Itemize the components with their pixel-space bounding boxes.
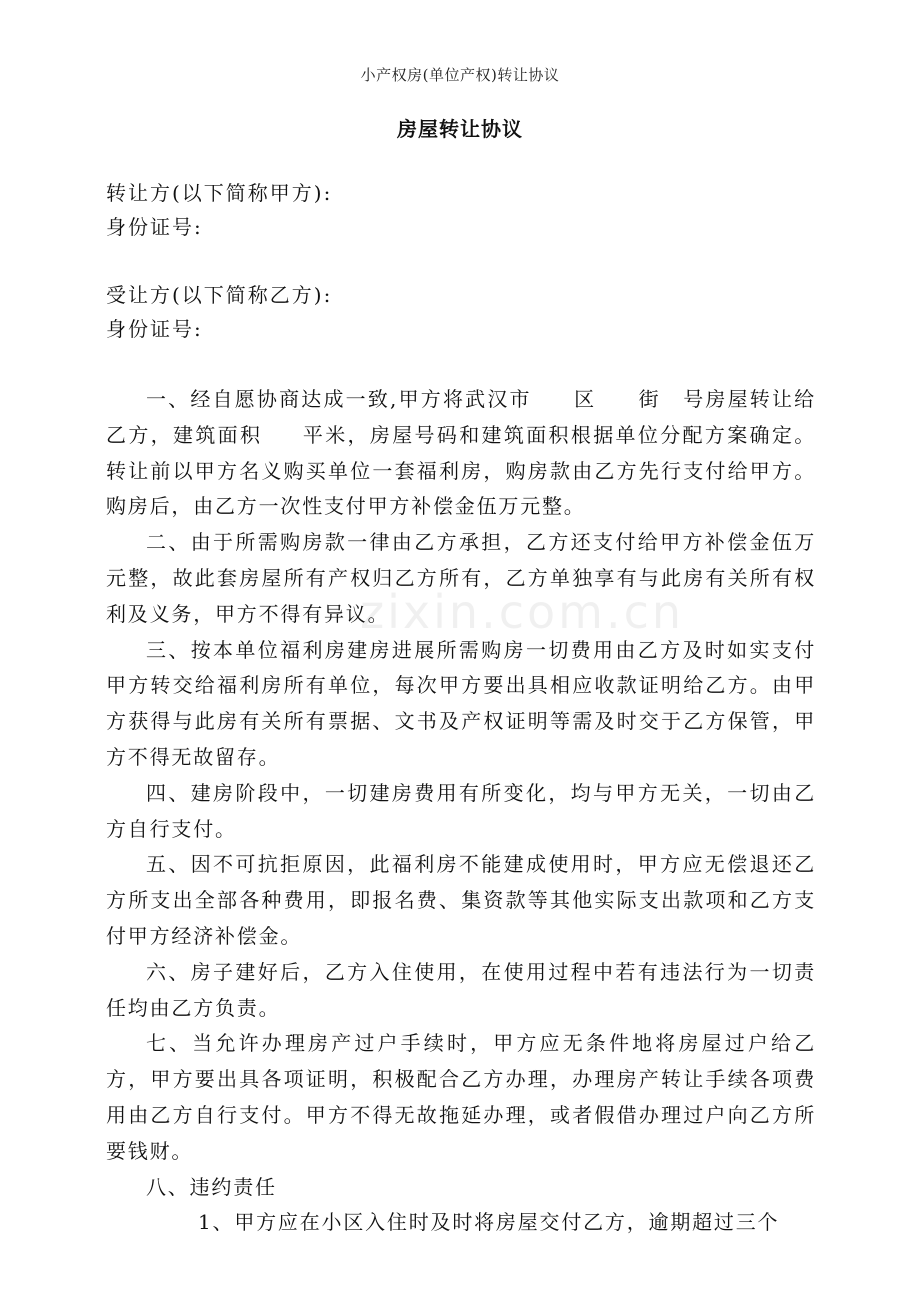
party-b-label: 受让方(以下简称乙方): <box>106 283 333 307</box>
clause-2: 二、由于所需购房款一律由乙方承担，乙方还支付给甲方补偿金伍万元整，故此套房屋所有产权归乙方所有，乙方单独享有与此房有关所有权利及义务，甲方不得有异议。 <box>106 530 816 626</box>
clause-4: 四、建房阶段中，一切建房费用有所变化，均与甲方无关，一切由乙方自行支付。 <box>106 780 816 841</box>
party-a-id-label: 身份证号: <box>106 215 203 239</box>
watermark: zixin.com.cn <box>360 585 685 639</box>
agreement-body <box>106 382 816 1241</box>
clause-3: 三、按本单位福利房建房进展所需购房一切费用由乙方及时如实支付甲方转交给福利房所有单位，每次甲方要出具相应收款证明给乙方。由甲方获得与此房有关所有票据、文书及产权证明等需及时交于乙方保管，甲方不得无故留存。 <box>106 637 816 769</box>
document-title: 房屋转让协议 <box>397 117 523 141</box>
page-header: 小产权房(单位产权)转让协议 <box>360 66 560 84</box>
clause-6: 六、房子建好后，乙方入住使用，在使用过程中若有违法行为一切责任均由乙方负责。 <box>106 959 816 1020</box>
clause-8-item-1: 1、甲方应在小区入住时及时将房屋交付乙方，逾期超过三个 <box>198 1210 780 1235</box>
clause-5: 五、因不可抗拒原因，此福利房不能建成使用时，甲方应无偿退还乙方所支出全部各种费用，即报名费、集资款等其他实际支出款项和乙方支付甲方经济补偿金。 <box>106 852 816 948</box>
clause-8-heading: 八、违约责任 <box>146 1174 277 1199</box>
clause-1: 一、经自愿协商达成一致,甲方将武汉市 区 街 号房屋转让给乙方，建筑面积 平米，房屋号码和建筑面积根据单位分配方案确定。转让前以甲方名义购买单位一套福利房，购房款由乙方先行支付给甲方。购房后，由乙方一次性支付甲方补偿金伍万元整。 <box>106 387 816 519</box>
party-a-label: 转让方(以下简称甲方): <box>106 181 333 205</box>
party-b-id-label: 身份证号: <box>106 317 203 341</box>
clause-7: 七、当允许办理房产过户手续时，甲方应无条件地将房屋过户给乙方，甲方要出具各项证明，积极配合乙方办理，办理房产转让手续各项费用由乙方自行支付。甲方不得无故拖延办理，或者假借办理过户向乙方所要钱财。 <box>106 1031 816 1163</box>
